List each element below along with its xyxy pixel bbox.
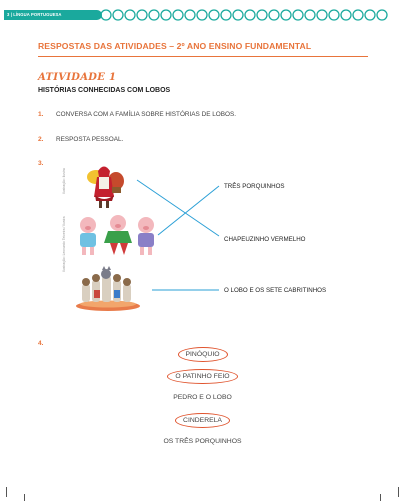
illustration-credit-1: Ilustração: Ilustra bbox=[62, 168, 66, 194]
story-choice-2-text: O PATINHO FEIO bbox=[167, 369, 237, 384]
story-choice-1-text: PINÓQUIO bbox=[178, 347, 228, 362]
question-number-3: 3. bbox=[38, 160, 44, 167]
section-tag: 3 | LÍNGUA PORTUGUESA bbox=[4, 10, 102, 20]
crop-mark-left bbox=[6, 487, 7, 497]
match-line-pigs bbox=[158, 186, 219, 235]
crop-mark-left-inner bbox=[24, 494, 25, 501]
story-choice-5 bbox=[0, 435, 405, 448]
question-number-4: 4. bbox=[38, 340, 44, 347]
crop-mark-right bbox=[398, 487, 399, 497]
illustration-credit-2: Ilustração: Leonardo Teixeira / Ilustra bbox=[62, 216, 66, 272]
match-label-red-riding-hood: CHAPEUZINHO VERMELHO bbox=[224, 236, 306, 243]
page-title: RESPOSTAS DAS ATIVIDADES – 2º ANO ENSINO FUNDAMENTAL bbox=[38, 41, 312, 51]
match-label-wolf-seven-goats: O LOBO E OS SETE CABRITINHOS bbox=[224, 287, 327, 294]
crop-mark-right-inner bbox=[380, 494, 381, 501]
story-choice-3-text: PEDRO E O LOBO bbox=[173, 394, 232, 401]
question-text-1: CONVERSA COM A FAMÍLIA SOBRE HISTÓRIAS DE LOBOS. bbox=[56, 111, 237, 118]
story-choice-3 bbox=[0, 391, 405, 404]
activity-label: ATIVIDADE 1 bbox=[38, 72, 117, 83]
story-choice-5-text: OS TRÊS PORQUINHOS bbox=[163, 438, 242, 445]
story-choice-2 bbox=[0, 369, 405, 384]
question-number-1: 1. bbox=[38, 111, 44, 118]
question-text-2: RESPOSTA PESSOAL. bbox=[56, 136, 124, 143]
activity-subtitle: HISTÓRIAS CONHECIDAS COM LOBOS bbox=[38, 87, 171, 94]
story-choice-4-text: CINDERELA bbox=[175, 413, 230, 428]
story-choice-1 bbox=[0, 347, 405, 362]
match-label-three-pigs: TRÊS PORQUINHOS bbox=[224, 183, 285, 190]
question-number-2: 2. bbox=[38, 136, 44, 143]
story-choice-4 bbox=[0, 413, 405, 428]
match-line-riding-hood bbox=[137, 180, 219, 236]
